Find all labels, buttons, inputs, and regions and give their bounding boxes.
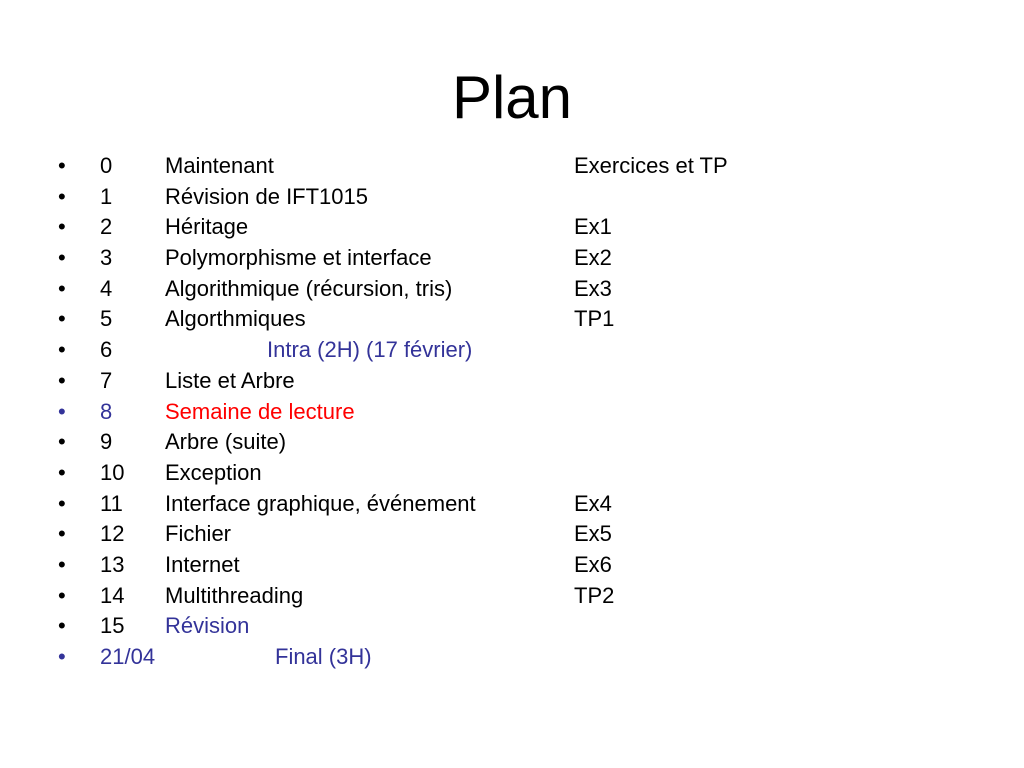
week-work: Ex3 [574, 275, 612, 301]
bullet-icon: • [58, 153, 66, 178]
week-number: 10 [100, 459, 125, 485]
week-work: Ex6 [574, 551, 612, 577]
list-item-final [0, 642, 1024, 673]
final-date: 21/04 [100, 644, 156, 669]
week-topic: Interface graphique, événement [165, 490, 476, 516]
midterm-exam-label: Intra (2H) (17 février) [267, 337, 473, 363]
reading-week-label: Semaine de lecture [165, 398, 355, 424]
bullet-icon: • [58, 337, 66, 363]
bullet-icon: • [58, 490, 66, 516]
week-work: TP2 [574, 582, 615, 608]
bullet-icon: • [58, 582, 66, 608]
week-number: 15 [100, 613, 125, 639]
week-topic: Révision de IFT1015 [165, 183, 368, 209]
week-work: Ex4 [574, 490, 612, 516]
list-item-week-14 [0, 581, 1024, 612]
week-number: 4 [100, 275, 113, 301]
list-item-week-2 [0, 212, 1024, 243]
bullet-icon: • [58, 275, 66, 301]
bullet-icon: • [58, 306, 66, 332]
slide-title: Plan [451, 64, 573, 131]
bullet-icon: • [58, 613, 66, 639]
list-item-week-6 [0, 335, 1024, 366]
bullet-icon: • [58, 214, 66, 240]
week-number: 2 [100, 214, 113, 240]
week-number: 9 [100, 429, 113, 455]
list-item-week-4 [0, 274, 1024, 305]
week-number: 6 [100, 337, 113, 363]
list-item-week-5 [0, 304, 1024, 335]
week-topic: Algorithmique (récursion, tris) [165, 275, 453, 301]
list-item-week-3 [0, 243, 1024, 274]
week-number: 8 [100, 398, 113, 424]
week-topic: Maintenant [165, 153, 274, 178]
list-item-week-11 [0, 489, 1024, 520]
week-number: 14 [100, 582, 125, 608]
week-topic: Multithreading [165, 582, 304, 608]
week-number: 5 [100, 306, 113, 332]
week-number: 12 [100, 521, 125, 547]
week-number: 11 [100, 490, 123, 516]
week-number: 3 [100, 245, 113, 271]
final-exam-label: Final (3H) [275, 644, 372, 669]
list-item-week-7 [0, 366, 1024, 397]
bullet-icon: • [58, 551, 66, 577]
week-topic: Algorthmiques [165, 306, 306, 332]
bullet-icon: • [58, 459, 66, 485]
list-item-week-0 [0, 151, 1024, 182]
list-item-week-13 [0, 550, 1024, 581]
week-topic: Polymorphisme et interface [165, 245, 432, 271]
list-item-week-10 [0, 458, 1024, 489]
week-work: Ex2 [574, 245, 612, 271]
week-number: 7 [100, 367, 113, 393]
bullet-icon: • [58, 367, 66, 393]
week-topic: Exception [165, 459, 262, 485]
week-number: 1 [100, 183, 113, 209]
bullet-icon: • [58, 429, 66, 455]
bullet-icon: • [58, 644, 66, 669]
week-number: 0 [100, 153, 113, 178]
schedule-list [0, 151, 1024, 673]
week-work: Exercices et TP [574, 153, 728, 178]
list-item-week-1 [0, 182, 1024, 213]
week-work: Ex1 [574, 214, 612, 240]
bullet-icon: • [58, 398, 66, 424]
week-topic: Arbre (suite) [165, 429, 287, 455]
week-number: 13 [100, 551, 125, 577]
week-topic: Liste et Arbre [165, 367, 295, 393]
week-work: TP1 [574, 306, 615, 332]
list-item-week-15 [0, 611, 1024, 642]
list-item-week-12 [0, 519, 1024, 550]
week-work: Ex5 [574, 521, 612, 547]
list-item-week-8 [0, 397, 1024, 428]
review-week-label: Révision [165, 613, 250, 639]
bullet-icon: • [58, 245, 66, 271]
week-topic: Internet [165, 551, 240, 577]
list-item-week-9 [0, 427, 1024, 458]
week-topic: Héritage [165, 214, 249, 240]
week-topic: Fichier [165, 521, 232, 547]
bullet-icon: • [58, 183, 66, 209]
bullet-icon: • [58, 521, 66, 547]
